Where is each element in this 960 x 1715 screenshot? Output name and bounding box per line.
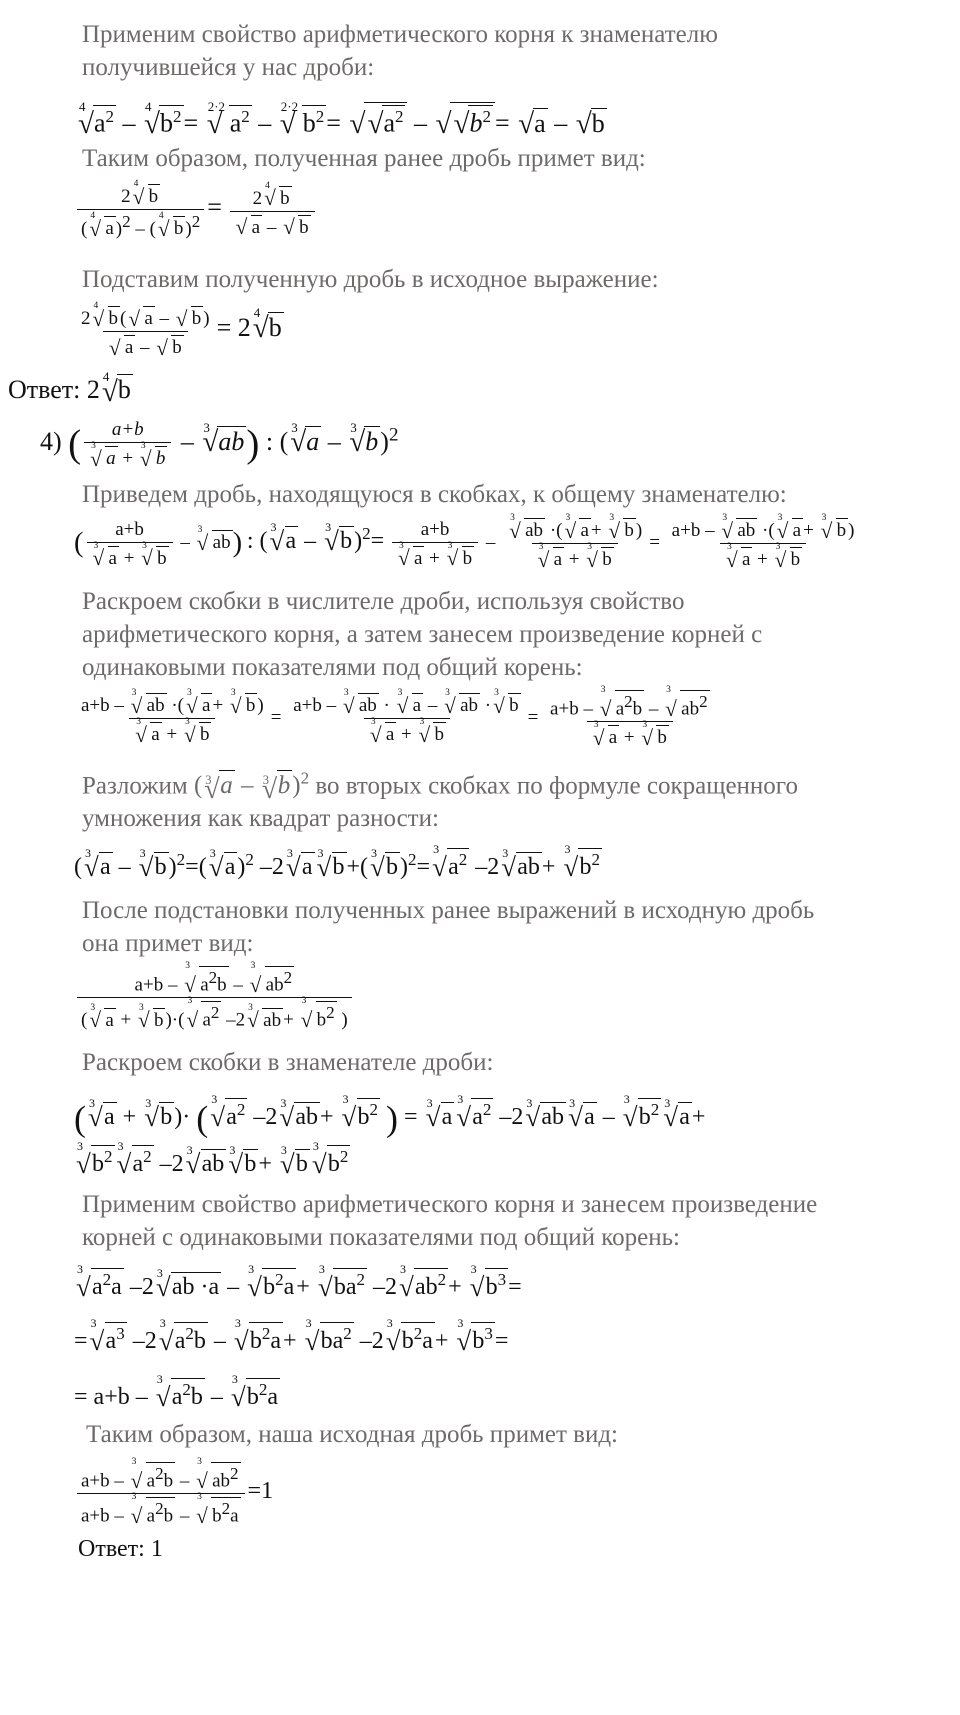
math-line-1: √ 4 $a^2$ – √ 4 $b^2=$ √ 2·2 $a^2$ – √ 2·2 $b^2=$ √ √ $a^2$ – √ √ $b^2$ = √ a – √ b bbox=[76, 102, 607, 137]
math-line-10: a+b – √ 3 $a^2b$ – √ 3 $ab^2$ a+b – √ 3 $a^2b$ – √ 3 $b^2a$ =1 bbox=[74, 1462, 273, 1526]
math-line-8b: √ 3 $b^2$ √ 3 $a^2$ –2 √ 3 ab √ 3 b+ √ 3 b √ 3 $b^2$ bbox=[74, 1145, 350, 1176]
math-line-8a: ( √ 3 a + √ 3 b)· ( √ 3 $a^2$ –2 √ 3 ab+ √ 3 $b^2$ ) = √ 3 a √ 3 $a^2$ –2 √ 3 ab √ 3 a – √ 3 $b^2$ √ 3 a+ bbox=[74, 1098, 705, 1136]
math-line-9b: = √ 3 $a^3$ –2 √ 3 $a^2b$ – √ 3 $b^2a+$ √ 3 $ba^2$ –2 √ 3 $b^2a+$ √ 3 $b^3=$ bbox=[74, 1322, 508, 1353]
explanation-6-before: Разложим bbox=[82, 772, 188, 800]
explanation-10: Таким образом, наша исходная дробь примет вид: bbox=[86, 1421, 619, 1448]
explanation-7: После подстановки полученных ранее выражений в исходную дробь она примет вид: bbox=[82, 897, 815, 957]
explanation-2: Таким образом, полученная ранее дробь примет вид: bbox=[82, 145, 646, 172]
answer-1: Ответ: 2 √ 4 b bbox=[8, 374, 133, 405]
result-value: 1 bbox=[261, 1478, 274, 1505]
answer-2: Ответ: 1 bbox=[78, 1536, 163, 1562]
explanation-5: Раскроем скобки в числителе дроби, используя свойство арифметического корня, а затем занесем произведение корней с одинаковыми показателями под общий корень: bbox=[82, 588, 763, 681]
explanation-3: Подставим полученную дробь в исходное выражение: bbox=[82, 266, 659, 293]
answer-1-label: Ответ: 2 bbox=[8, 375, 100, 404]
math-line-9a: √ 3 $a^2a$ –2 √ 3 ab ·a – √ 3 $b^2a+$ √ 3 $ba^2$ –2 √ 3 $ab^2+$ √ 3 $b^3=$ bbox=[74, 1268, 522, 1299]
explanation-4: Приведем дробь, находящуюся в скобках, к общему знаменателю: bbox=[82, 481, 787, 508]
math-line-3: 2 √ 4 b (√ a – √ b ) √ a – √ b = 2 √ 4 b bbox=[74, 306, 284, 357]
math-line-2: 2 √ 4 b ( √ 4 a )$^2$ – ( √ 4 b )$^2$ = 2 √ 4 b √ a – √ b bbox=[74, 184, 318, 238]
task-number: 4) bbox=[40, 426, 62, 456]
explanation-6: Разложим ( √ 3 a – √ 3 b)$^2$ во вторых скобках по формуле сокращенного умножения как квадрат разности: bbox=[82, 762, 842, 835]
math-line-7: a+b – √ 3 $a^2b$ – √ 3 $ab^2$ ( √ 3 a + √ 3 b )·( √ 3 $a^2$ –2 √ 3 ab + √ 3 $b^2$ ) bbox=[74, 966, 355, 1030]
math-line-6: ( √ 3 a – √ 3 b)$^2$=( √ 3 a)$^2$ –2 √ 3 a √ 3 b+( √ 3 b)$^2$= √ 3 $a^2$ –2 √ 3 ab+ √ 3 $b^2$ bbox=[74, 848, 602, 879]
explanation-1: Применим свойство арифметического корня к знаменателю получившейся у нас дроби: bbox=[82, 21, 718, 81]
task-4: 4) ( a+b √ 3 a + √ 3 b – √ 3 ab) : ( √ 3 a – √ 3 b)$^2$ bbox=[40, 420, 398, 468]
explanation-8: Раскроем скобки в знаменателе дроби: bbox=[82, 1049, 494, 1076]
math-line-5: a+b – √ 3 ab ·( √ 3 a + √ 3 b ) √ 3 a + √ 3 b = a+b – √ 3 ab · √ 3 a – √ 3 ab · √ 3 b √ 3 a + √ 3 b = a+b – √ 3 $a^2b$ – √ 3 $ab^2$ √ 3 a + √ 3 b bbox=[74, 690, 717, 747]
explanation-9: Применим свойство арифметического корня и занесем произведение корней с одинаковыми показателями под общий корень: bbox=[82, 1191, 818, 1251]
math-line-4: ( a+b √ 3 a + √ 3 b – √ 3 ab) : ( √ 3 a – √ 3 b)$^2$= a+b √ 3 a + √ 3 b – √ 3 ab ·( √ 3 a + √ 3 b ) √ 3 a + √ 3 b = a+b – √ 3 ab ·( √ 3 a + √ 3 b ) √ 3 a + √ 3 b bbox=[74, 518, 861, 569]
explanation-6-after: во вторых скобках по формуле сокращенного умножения как квадрат разности: bbox=[82, 772, 798, 833]
math-line-9c: = a+b – √ 3 $a^2b$ – √ 3 $b^2a$ bbox=[74, 1378, 280, 1409]
